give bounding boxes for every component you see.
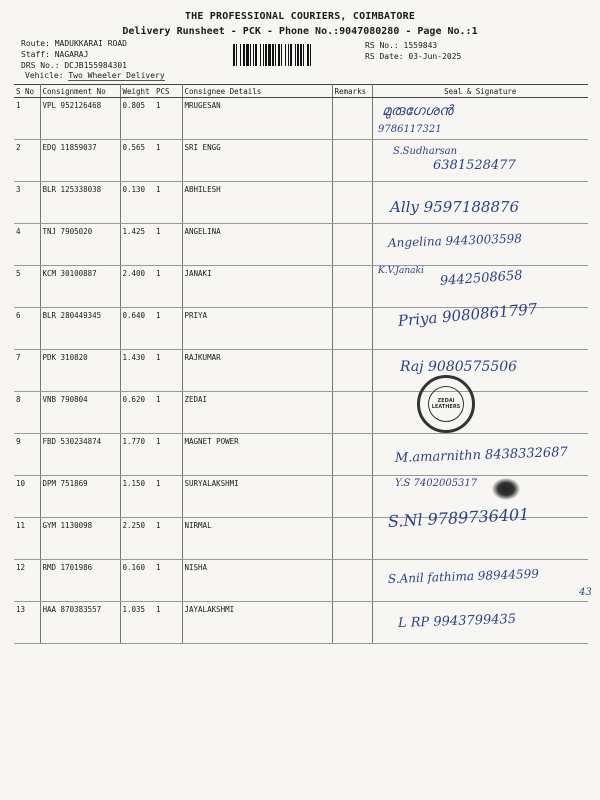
cell-remarks <box>332 392 372 434</box>
stamp-text: ZEDAI LEATHERS <box>431 398 461 410</box>
cell-weight: 2.250 <box>120 518 154 560</box>
vehicle-value: Two Wheeler Delivery <box>68 71 165 80</box>
signature-row2-name: S.Sudharsan <box>393 146 458 157</box>
cell-weight: 1.425 <box>120 224 154 266</box>
cell-pcs: 1 <box>154 308 182 350</box>
cell-consignee: SURYALAKSHMI <box>182 476 332 518</box>
signature-row13-extra: 43 <box>579 587 592 598</box>
cell-sno: 5 <box>14 266 40 308</box>
header-consignee: Consignee Details <box>182 85 332 98</box>
cell-consignment: TNJ 7905020 <box>40 224 120 266</box>
cell-consignee: SRI ENGG <box>182 140 332 182</box>
cell-consignment: VPL 952126468 <box>40 98 120 140</box>
cell-weight: 1.430 <box>120 350 154 392</box>
signature-row1-phone: 9786117321 <box>378 124 442 135</box>
cell-pcs: 1 <box>154 602 182 644</box>
cell-consignee: NISHA <box>182 560 332 602</box>
route-text: Route: MADUKKARAI ROAD <box>21 39 127 48</box>
cell-weight: 1.770 <box>120 434 154 476</box>
drs-text: DRS No.: DCJB155984301 <box>21 61 127 70</box>
cell-pcs: 1 <box>154 476 182 518</box>
cell-consignee: ANGELINA <box>182 224 332 266</box>
vehicle-label: Vehicle: <box>25 71 64 80</box>
signature-row13-name: S.Anil fathima 98944599 <box>387 566 540 586</box>
cell-consignment: RMD 1701986 <box>40 560 120 602</box>
cell-remarks <box>332 308 372 350</box>
cell-weight: 0.130 <box>120 182 154 224</box>
cell-consignment: BLR 280449345 <box>40 308 120 350</box>
cell-consignee: JANAKI <box>182 266 332 308</box>
cell-weight: 2.400 <box>120 266 154 308</box>
cell-sno: 2 <box>14 140 40 182</box>
cell-remarks <box>332 434 372 476</box>
cell-consignee: MAGNET POWER <box>182 434 332 476</box>
cell-sno: 10 <box>14 476 40 518</box>
header-sno: S No <box>14 85 40 98</box>
cell-weight: 1.035 <box>120 602 154 644</box>
runsheet-subtitle: Delivery Runsheet - PCK - Phone No.:9047080280 - Page No.:1 <box>122 26 478 37</box>
cell-consignee: PRIYA <box>182 308 332 350</box>
cell-sno: 4 <box>14 224 40 266</box>
cell-weight: 0.160 <box>120 560 154 602</box>
signature-row5-name: K.V.Janaki <box>378 266 424 276</box>
signature-row4: Angelina 9443003598 <box>387 231 523 250</box>
cell-consignment: KCM 30100887 <box>40 266 120 308</box>
rs-number: RS No.: 1559843 <box>365 41 438 50</box>
staff-text: Staff: NAGARAJ <box>21 50 89 59</box>
cell-remarks <box>332 476 372 518</box>
cell-sno: 1 <box>14 98 40 140</box>
cell-weight: 1.150 <box>120 476 154 518</box>
signature-row5-phone: 9442508658 <box>439 268 524 289</box>
cell-remarks <box>332 518 372 560</box>
table-header-row <box>14 85 588 98</box>
rs-date: RS Date: 03-Jun-2025 <box>365 52 462 61</box>
table-row <box>14 98 588 140</box>
cell-pcs: 1 <box>154 140 182 182</box>
cell-consignee: MRUGESAN <box>182 98 332 140</box>
cell-sno: 9 <box>14 434 40 476</box>
header-consignment: Consignment No <box>40 85 120 98</box>
cell-consignment: PDK 310820 <box>40 350 120 392</box>
signature-row10: M.amarnithn 8438332687 <box>394 444 568 466</box>
cell-consignment: HAA 870383557 <box>40 602 120 644</box>
cell-remarks <box>332 350 372 392</box>
cell-consignee: ZEDAI <box>182 392 332 434</box>
cell-sno: 6 <box>14 308 40 350</box>
cell-sno: 7 <box>14 350 40 392</box>
cell-consignment: EDQ 11859037 <box>40 140 120 182</box>
cell-consignment: VNB 790804 <box>40 392 120 434</box>
cell-signature <box>372 392 588 434</box>
cell-weight: 0.620 <box>120 392 154 434</box>
cell-remarks <box>332 266 372 308</box>
header-pcs: PCS <box>154 85 182 98</box>
cell-sno: 3 <box>14 182 40 224</box>
cell-remarks <box>332 98 372 140</box>
signature-row3: Ally 9597188876 <box>390 198 520 216</box>
company-title: THE PROFESSIONAL COURIERS, COIMBATORE <box>184 11 416 22</box>
cell-pcs: 1 <box>154 182 182 224</box>
cell-remarks <box>332 224 372 266</box>
cell-consignee: RAJKUMAR <box>182 350 332 392</box>
cell-consignee: ABHILESH <box>182 182 332 224</box>
cell-pcs: 1 <box>154 224 182 266</box>
cell-consignment: GYM 1130098 <box>40 518 120 560</box>
cell-pcs: 1 <box>154 266 182 308</box>
cell-consignment: FBD 530234874 <box>40 434 120 476</box>
signature-row7: Raj 9080575506 <box>400 359 518 375</box>
cell-pcs: 1 <box>154 434 182 476</box>
signature-row10b: Y.S 7402005317 <box>395 478 478 489</box>
cell-remarks <box>332 602 372 644</box>
cell-weight: 0.805 <box>120 98 154 140</box>
signature-row11: S.Nl 9789736401 <box>387 504 530 531</box>
cell-sno: 12 <box>14 560 40 602</box>
cell-pcs: 1 <box>154 518 182 560</box>
cell-weight: 0.640 <box>120 308 154 350</box>
cell-sno: 13 <box>14 602 40 644</box>
cell-remarks <box>332 560 372 602</box>
signature-row6: Priya 9080861797 <box>397 299 538 330</box>
cell-consignee: NIRMAL <box>182 518 332 560</box>
cell-sno: 11 <box>14 518 40 560</box>
signature-row13-phone: L RP 9943799435 <box>397 611 517 631</box>
cell-consignment: BLR 125338038 <box>40 182 120 224</box>
vehicle-line <box>25 71 165 81</box>
signature-row2-phone: 6381528477 <box>433 158 516 173</box>
cell-pcs: 1 <box>154 98 182 140</box>
cell-pcs: 1 <box>154 350 182 392</box>
cell-consignee: JAYALAKSHMI <box>182 602 332 644</box>
barcode-bar <box>311 44 313 66</box>
signature-row1-name: മുരുഗേശൻ <box>382 103 453 119</box>
barcode <box>233 44 357 66</box>
cell-weight: 0.565 <box>120 140 154 182</box>
header-signature: Seal & Signature <box>372 85 588 98</box>
table-row <box>14 392 588 434</box>
header-weight: Weight <box>120 85 154 98</box>
cell-pcs: 1 <box>154 560 182 602</box>
cell-sno: 8 <box>14 392 40 434</box>
header-remarks: Remarks <box>332 85 372 98</box>
cell-pcs: 1 <box>154 392 182 434</box>
ink-smudge <box>492 478 520 500</box>
cell-consignment: DPM 751869 <box>40 476 120 518</box>
cell-remarks <box>332 140 372 182</box>
company-stamp <box>417 375 475 433</box>
stamp-inner-ring <box>428 386 464 422</box>
cell-remarks <box>332 182 372 224</box>
